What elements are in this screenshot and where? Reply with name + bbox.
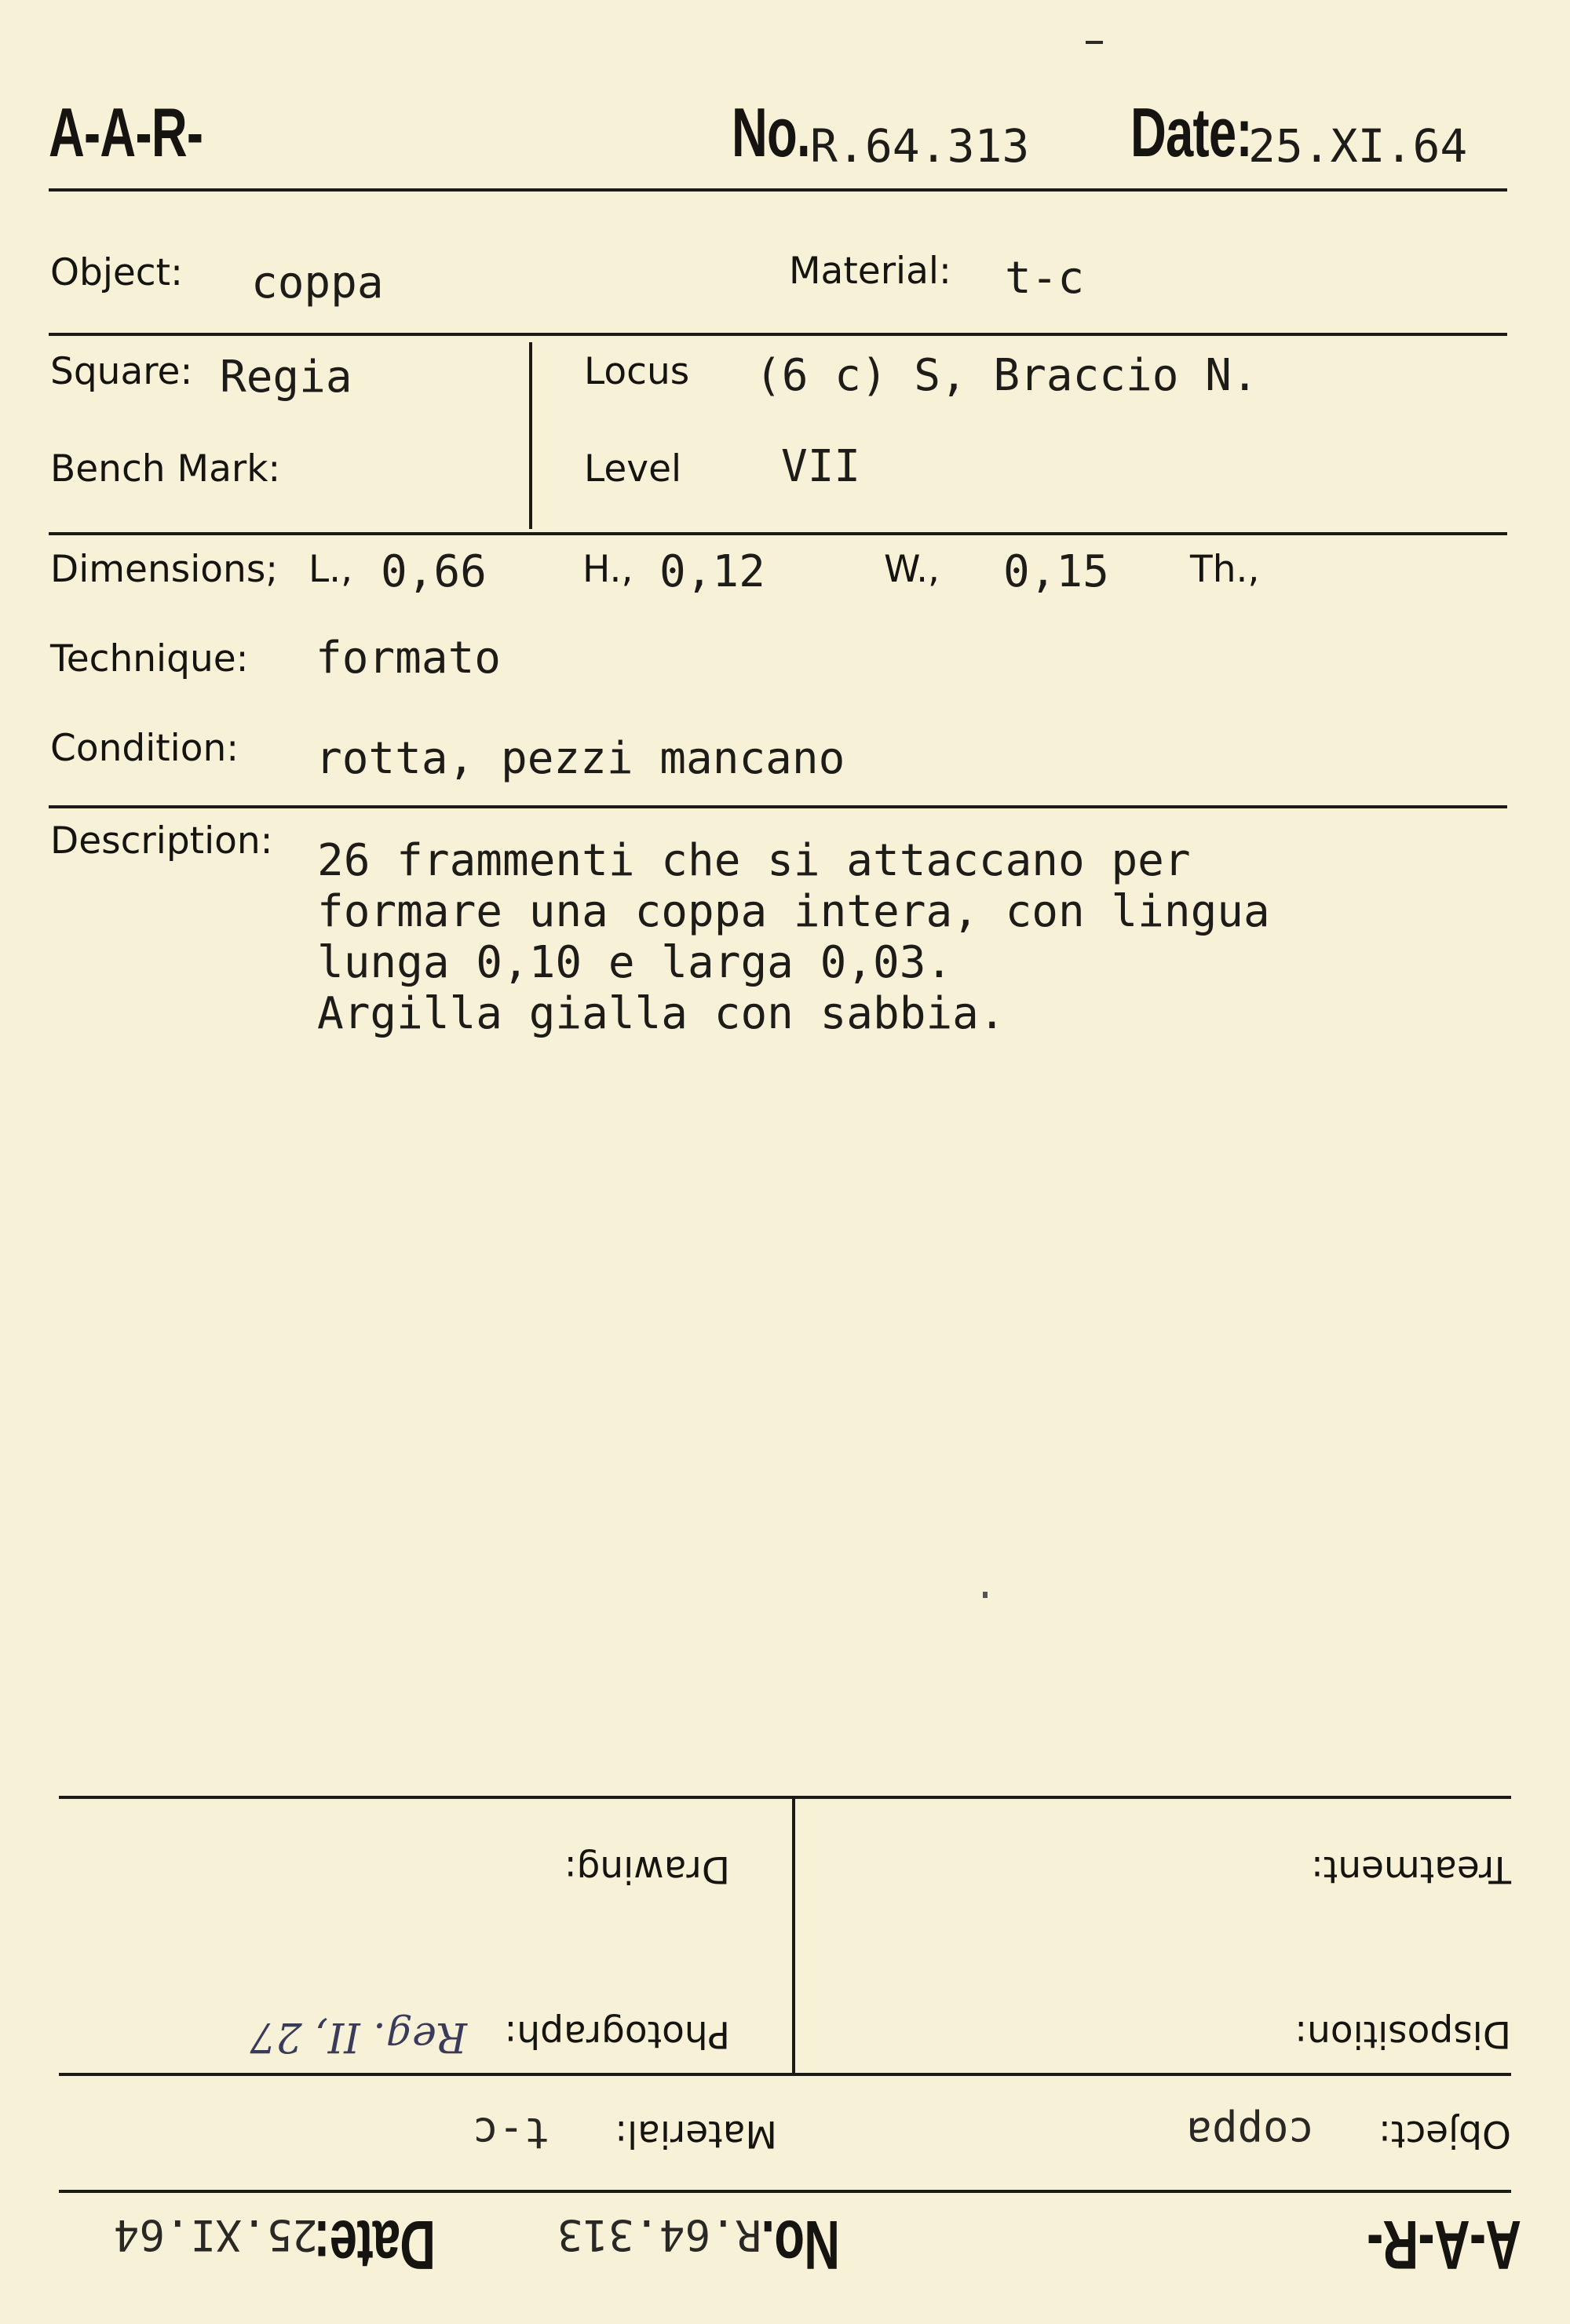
material-value: t-c [1005, 253, 1085, 304]
technique-label: Technique: [50, 637, 249, 680]
condition-value: rotta, pezzi mancano [316, 733, 845, 784]
stub-number-label: No. [761, 2206, 840, 2284]
object-value: coppa [251, 257, 384, 308]
stub-org-code: A-A-R- [1367, 2206, 1521, 2284]
description-label: Description: [50, 819, 273, 863]
dim-thickness-label: Th., [1190, 548, 1260, 591]
stub-photograph-value: Reg. II, 27 [250, 2013, 467, 2060]
stub-header-rule [59, 2190, 1511, 2193]
stub-date-label: Date: [314, 2206, 436, 2284]
stub-material-label: Material: [615, 2112, 777, 2155]
tick-mark [1086, 41, 1103, 44]
org-code: A-A-R- [49, 93, 203, 171]
stub-disposition-label: Disposition: [1294, 2012, 1511, 2056]
locus-label: Locus [584, 350, 690, 393]
condition-label: Condition: [50, 727, 239, 770]
description-line: 26 frammenti che si attaccano per [317, 835, 1191, 886]
technique-value: formato [316, 633, 502, 684]
header-rule [49, 188, 1507, 192]
description-line: formare una coppa intera, con lingua [317, 886, 1270, 937]
detachable-stub [0, 1680, 1570, 2324]
dim-length-label: L., [309, 548, 353, 591]
square-value: Regia [220, 352, 352, 403]
dim-length-value: 0,66 [381, 546, 487, 597]
stub-drawing-label: Drawing: [564, 1848, 730, 1891]
date-value: 25.XI.64 [1248, 119, 1468, 173]
condition-rule [49, 805, 1507, 808]
number-value: R.64.313 [810, 119, 1030, 173]
stub-photograph-label: Photograph: [504, 2012, 730, 2056]
dim-height-value: 0,12 [659, 546, 765, 597]
level-label: Level [584, 447, 682, 491]
object-label: Object: [50, 251, 183, 294]
number-label: No. [732, 93, 810, 171]
square-divider [529, 342, 532, 529]
square-label: Square: [50, 350, 193, 393]
description-line: lunga 0,10 e larga 0,03. [317, 937, 953, 988]
stub-date-value: 25.XI.64 [113, 2210, 318, 2260]
locus-value: (6 c) S, Braccio N. [755, 350, 1258, 401]
locus-rule [49, 532, 1507, 535]
stub-object-label: Object: [1378, 2112, 1511, 2155]
stub-object-value: coppa [1186, 2108, 1314, 2158]
date-label: Date: [1130, 93, 1252, 171]
ink-dot [983, 1592, 988, 1598]
level-value: VII [781, 441, 861, 492]
object-rule [49, 333, 1507, 336]
stub-number-value: R.64.313 [557, 2210, 761, 2260]
dim-width-value: 0,15 [1003, 546, 1109, 597]
stub-column-divider [792, 1798, 795, 2074]
stub-top-rule [59, 1796, 1511, 1799]
description-line: Argilla gialla con sabbia. [317, 988, 1006, 1039]
dimensions-label: Dimensions; [50, 548, 279, 591]
stub-treatment-label: Treatment: [1311, 1848, 1511, 1891]
dim-height-label: H., [582, 548, 633, 591]
stub-material-value: t-c [473, 2108, 550, 2158]
bench-mark-label: Bench Mark: [50, 447, 281, 491]
material-label: Material: [789, 250, 951, 293]
stub-object-rule [59, 2073, 1511, 2076]
dim-width-label: W., [884, 548, 940, 591]
